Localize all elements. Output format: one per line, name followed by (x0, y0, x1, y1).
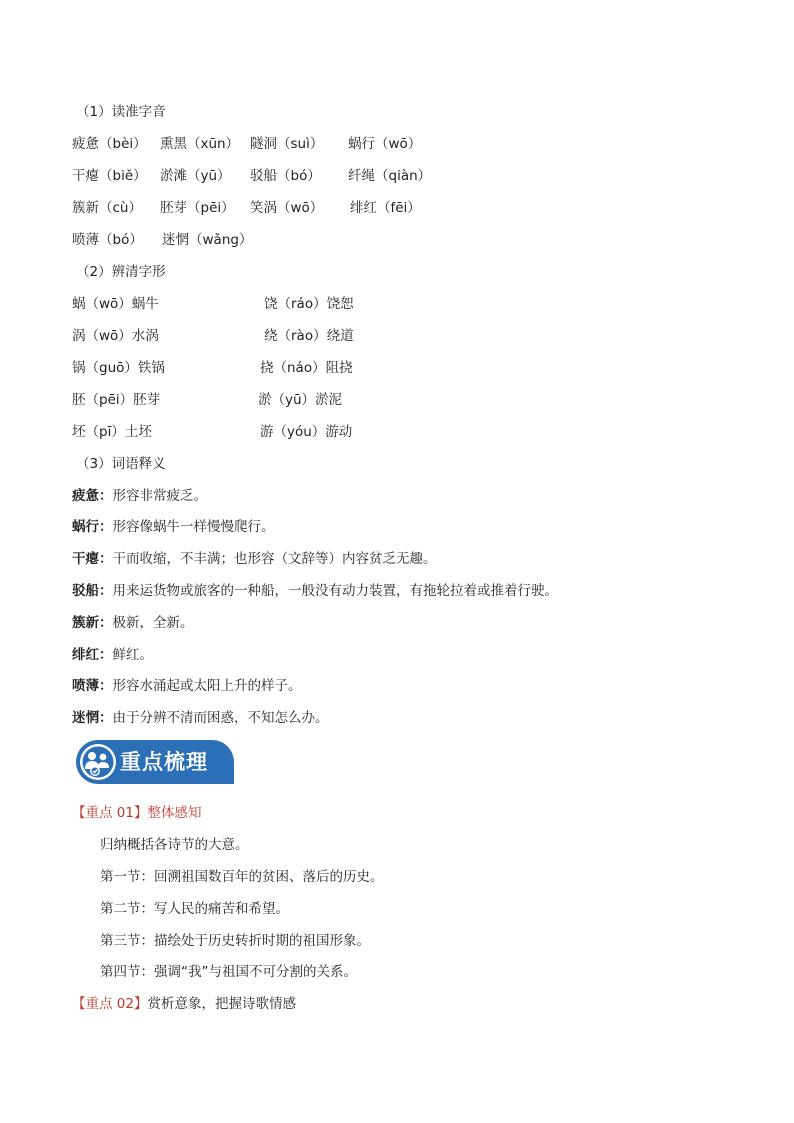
definition-text: 干而收缩，不丰满；也形容（文辞等）内容贫乏无趣。 (112, 551, 437, 567)
glyph-item: 坯（pī）土坯 (72, 424, 152, 440)
summary-line: 第三节：描绘处于历史转折时期的祖国形象。 (100, 933, 370, 949)
glyph-item: 淤（yū）淤泥 (258, 392, 343, 408)
pron-item: 胚芽（pēi） (160, 200, 235, 216)
section-heading-definitions: （3）词语释义 (76, 456, 166, 472)
pron-item: 绯红（fēi） (350, 200, 421, 216)
definition-text: 形容像蜗牛一样慢慢爬行。 (112, 519, 275, 535)
definition-item (72, 708, 329, 728)
pron-item: 驳船（bó） (250, 168, 321, 184)
key-point-tag: 【重点 02】 (72, 996, 148, 1012)
pron-item: 纤绳（qiàn） (348, 168, 432, 184)
definition-term: 蜗行： (72, 519, 113, 535)
summary-line: 归纳概括各诗节的大意。 (100, 837, 249, 853)
definition-item (72, 517, 275, 537)
glyph-item: 胚（pēi）胚芽 (72, 392, 161, 408)
definition-term: 驳船： (72, 583, 113, 599)
definition-text: 极新，全新。 (112, 615, 194, 631)
pron-item: 熏黑（xūn） (160, 136, 240, 152)
definition-item (72, 613, 194, 633)
definition-term: 迷惘： (72, 710, 113, 726)
key-point-title: 整体感知 (147, 805, 202, 821)
definition-text: 形容水涌起或太阳上升的样子。 (112, 678, 302, 694)
pron-item: 隧洞（suì） (250, 136, 324, 152)
definition-item (72, 549, 437, 569)
glyph-item: 挠（náo）阻挠 (260, 360, 353, 376)
pron-item: 淤滩（yū） (160, 168, 231, 184)
definition-term: 疲惫： (72, 488, 113, 504)
pron-item: 迷惘（wǎng） (162, 232, 253, 248)
definition-text: 由于分辨不清而困惑，不知怎么办。 (112, 710, 329, 726)
definition-item (72, 676, 302, 696)
pron-item: 簇新（cù） (72, 200, 142, 216)
summary-line: 第四节：强调“我”与祖国不可分割的关系。 (100, 964, 357, 980)
key-point-tag: 【重点 01】 (72, 805, 148, 821)
pron-item: 笑涡（wō） (250, 200, 324, 216)
key-point-heading (72, 803, 201, 823)
definition-term: 干瘪： (72, 551, 113, 567)
definition-item (72, 645, 153, 665)
definition-term: 绯红： (72, 647, 113, 663)
definition-item (72, 581, 558, 601)
pron-item: 干瘪（biě） (72, 168, 147, 184)
section-heading-pronunciation: （1）读准字音 (76, 104, 166, 120)
glyph-item: 锅（guō）铁锅 (72, 360, 165, 376)
definition-text: 用来运货物或旅客的一种船，一般没有动力装置，有拖轮拉着或推着行驶。 (112, 583, 558, 599)
key-point-title: 赏析意象，把握诗歌情感 (147, 996, 296, 1012)
definition-item (72, 486, 207, 506)
glyph-item: 涡（wō）水涡 (72, 328, 159, 344)
definition-term: 簇新： (72, 615, 113, 631)
glyph-item: 绕（rào）绕道 (264, 328, 354, 344)
section-banner (76, 740, 236, 786)
pron-item: 疲惫（bèi） (72, 136, 147, 152)
glyph-item: 饶（ráo）饶恕 (264, 296, 354, 312)
definition-text: 鲜红。 (112, 647, 153, 663)
people-icon (78, 742, 118, 782)
pron-item: 蜗行（wō） (348, 136, 422, 152)
definition-text: 形容非常疲乏。 (112, 488, 207, 504)
glyph-item: 蜗（wō）蜗牛 (72, 296, 159, 312)
summary-line: 第二节：写人民的痛苦和希望。 (100, 901, 289, 917)
banner-title: 重点梳理 (120, 750, 208, 774)
summary-line: 第一节：回溯祖国数百年的贫困、落后的历史。 (100, 869, 384, 885)
pron-item: 喷薄（bó） (72, 232, 143, 248)
section-heading-glyphs: （2）辨清字形 (76, 264, 166, 280)
glyph-item: 游（yóu）游动 (260, 424, 353, 440)
definition-term: 喷薄： (72, 678, 113, 694)
key-point-heading (72, 994, 296, 1014)
